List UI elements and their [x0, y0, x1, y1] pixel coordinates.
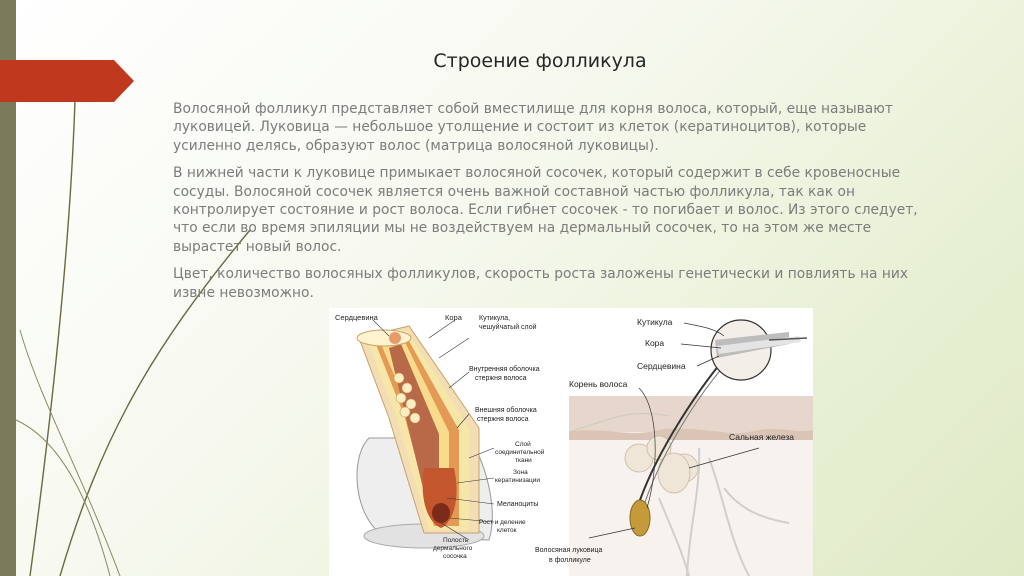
- label-inner-sheath-1: Внутренняя оболочка: [469, 366, 540, 373]
- accent-arrow-shape: [0, 60, 134, 102]
- label-papilla-2: дермального: [433, 545, 473, 552]
- label-cuticle-left-1: Кутикула,: [479, 315, 511, 322]
- paragraph-2: В нижней части к луковице примыкает волосяной сосочек, который содержит в себе кровеносные сосуды. Волосяной сосочек является очень важной составной частью фолликула, так как он контролирует состояние и рост волоса. Если гибнет сосочек - то погибает и волос. Из этого следует, что если во время эпиляции мы не воздействуем на дермальный сосочек, то на этом же месте вырастет новый волос.: [173, 165, 918, 255]
- label-cortex-right: Кора: [645, 338, 665, 348]
- label-growth-1: Рост и деление: [479, 519, 526, 526]
- follicle-diagram: [329, 308, 813, 576]
- label-bulb-2: в фолликуле: [549, 557, 591, 564]
- label-core-right: Сердцевина: [637, 361, 686, 371]
- label-connective-1: Слой: [515, 441, 531, 448]
- label-root: Корень волоса: [569, 379, 628, 389]
- label-gland: Сальная железа: [729, 432, 794, 442]
- paragraph-3: Цвет, количество волосяных фолликулов, скорость роста заложены генетически и повлиять на них извне невозможно.: [173, 266, 908, 301]
- label-outer-sheath-1: Внешняя оболочка: [475, 407, 537, 414]
- label-connective-3: ткани: [515, 457, 532, 464]
- slide-title: Строение фолликула: [433, 50, 647, 72]
- label-connective-2: соединительной: [495, 449, 545, 456]
- slide-body: [173, 100, 923, 311]
- label-cortex-left: Кора: [445, 313, 462, 322]
- skin-hair-illustration: [569, 320, 813, 576]
- label-keratin-1: Зона: [513, 469, 528, 476]
- label-growth-2: клеток: [497, 527, 517, 534]
- label-melanocytes: Меланоциты: [497, 501, 539, 508]
- label-keratin-2: кератинизации: [495, 477, 541, 484]
- label-bulb-1: Волосяная луковица: [535, 547, 603, 554]
- label-outer-sheath-2: стержня волоса: [477, 416, 529, 423]
- label-papilla-1: Полость: [443, 537, 469, 544]
- label-cuticle-left-2: чешуйчатый слой: [479, 324, 537, 331]
- follicle-section-illustration: [357, 326, 492, 548]
- label-papilla-3: сосочка: [443, 553, 467, 560]
- label-cuticle-right: Кутикула: [637, 317, 673, 327]
- paragraph-1: Волосяной фолликул представляет собой вместилище для корня волоса, который, еще называют луковицей. Луковица — небольшое утолщение и состоит из клеток (кератиноцитов), которые усиленно делясь, образуют волос (матрица волосяной луковицы).: [173, 101, 893, 154]
- label-core-left: Сердцевина: [335, 313, 378, 322]
- label-inner-sheath-2: стержня волоса: [475, 375, 527, 382]
